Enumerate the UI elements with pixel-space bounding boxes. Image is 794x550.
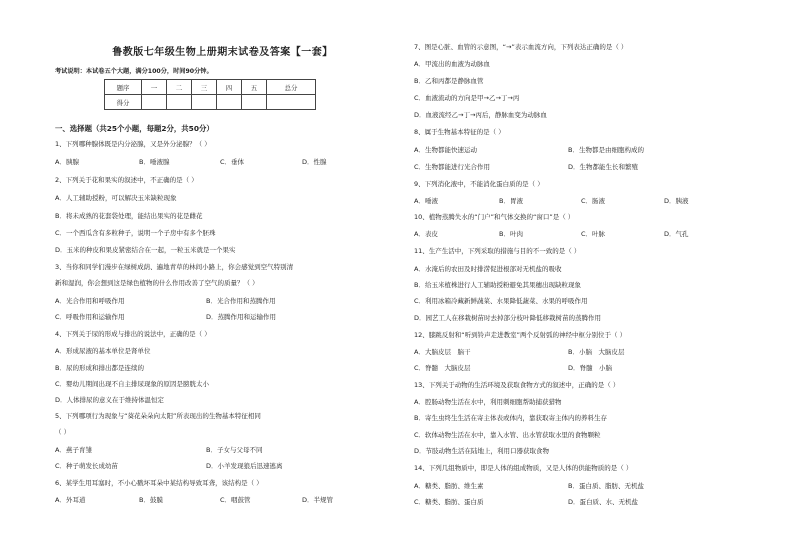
option: B．将未成熟的花套袋处理，能结出果实的花是雌花 <box>55 212 203 220</box>
option: D．半规管 <box>302 496 334 504</box>
question-2: 2、下列关于花和果实的叙述中，不正确的是（ ） <box>55 176 198 184</box>
option: D．蛋白质、水、无机盐 <box>568 498 639 506</box>
question-13: 13、下列关于动物的生活环境及获取食物方式的叙述中，正确的是（ ） <box>414 381 620 389</box>
question-12: 12、膝跳反射和“听到铃声走进教室”两个反射弧的神经中枢分别位于（ ） <box>414 331 627 339</box>
score-cell <box>142 95 167 110</box>
option: B．给玉米植株进行人工辅助授粉避免其果穗出现缺粒现象 <box>414 281 581 289</box>
option: B．叶肉 <box>499 230 523 238</box>
option: A．胰腺 <box>55 158 79 166</box>
score-cell <box>242 95 267 110</box>
option: D．节肢动物生活在陆地上，利用口器获取食物 <box>414 447 550 455</box>
option: D．气孔 <box>664 230 689 238</box>
score-cell <box>217 95 242 110</box>
score-table-score-row <box>105 95 316 110</box>
option: C．婴幼儿期间出现不自主排尿现象的原因是膀胱太小 <box>55 380 210 388</box>
option: D．园艺工人在移栽树苗时去掉部分枝叶降低移栽树苗的蒸腾作用 <box>414 314 602 322</box>
option: D．小羊发现狼后迅速逃离 <box>206 462 283 470</box>
option: D．脊髓 小脑 <box>568 364 613 372</box>
option: D．性腺 <box>302 158 327 166</box>
option: A．光合作用和呼吸作用 <box>55 297 125 305</box>
option: C．生物都能进行光合作用 <box>414 163 491 171</box>
option: C．垂体 <box>220 158 245 166</box>
question-8: 8、属于生物基本特征的是（ ） <box>414 128 505 136</box>
option: C．种子萌发长成幼苗 <box>55 462 119 470</box>
question-7: 7、图是心脏、血管的示意图，“→”表示血流方向，下列表达正确的是（ ） <box>414 43 628 51</box>
score-cell: 四 <box>217 80 242 95</box>
option: C．一个西瓜含有多粒种子，说明一个子房中有多个胚珠 <box>55 229 216 237</box>
option: A．唾液 <box>414 197 438 205</box>
option: C．软体动物生活在水中，靠入水管、出水管获取水里的食物颗粒 <box>414 431 601 439</box>
score-cell: 题序 <box>105 80 142 95</box>
option: C．利用冰箱冷藏新鲜蔬菜、水果降低蔬菜、水果的呼吸作用 <box>414 297 588 305</box>
question-10: 10、植物蒸腾失水的“门户”和气体交换的“窗口”是（ ） <box>414 213 575 221</box>
option: C．糖类、脂肪、蛋白质 <box>414 498 484 506</box>
option: A．甲流出的血液为动脉血 <box>414 60 490 68</box>
question-5-cont: （ ） <box>55 428 71 436</box>
option: C．叶脉 <box>581 230 606 238</box>
option: C．血液流动的方向是甲→乙→丁→丙 <box>414 94 520 102</box>
option: B．尿的形成和排出都是连续的 <box>55 364 144 372</box>
question-3: 3、当你和同学们漫步在绿树成荫、遍地青草的林间小路上，你会感觉到空气特别清 <box>55 263 294 271</box>
option: B．寄生虫终生生活在寄主体表或体内，靠获取寄主体内的养料生存 <box>414 414 607 422</box>
option: B．乙和丙都是静脉血管 <box>414 77 484 85</box>
question-4: 4、下列关于尿的形成与排出的说法中，正确的是（ ） <box>55 330 211 338</box>
question-3-cont: 新和湿润，你会想到这是绿色植物的什么作用改善了空气的质量？（ ） <box>55 279 259 287</box>
score-table <box>104 79 316 110</box>
score-cell: 一 <box>142 80 167 95</box>
option: D．生物都能生长和繁殖 <box>568 163 639 171</box>
score-cell: 二 <box>167 80 192 95</box>
option: A．糖类、脂肪、维生素 <box>414 482 484 490</box>
option: A．人工辅助授粉，可以解决玉米缺粒现象 <box>55 194 177 202</box>
option: C．呼吸作用和运输作用 <box>55 313 125 321</box>
option: A．腔肠动物生活在水中，利用刺细胞帮助捕获猎物 <box>414 398 562 406</box>
question-14: 14、下列几组物质中，即是人体的组成物质，又是人体的供能物质的是（ ） <box>414 464 633 472</box>
option: D．玉米的种皮和果皮紧密结合在一起，一粒玉米就是一个果实 <box>55 246 236 254</box>
score-table-header-row <box>105 80 316 95</box>
exam-note: 考试说明：本试卷五个大题，满分100分，时间90分钟。 <box>55 68 213 75</box>
score-cell <box>267 95 316 110</box>
option: C．肠液 <box>581 197 606 205</box>
question-11: 11、生产生活中，下列采取的措施与目的不一致的是（ ） <box>414 247 581 255</box>
option: D．人体排尿的意义在于维持体温恒定 <box>55 396 165 404</box>
option: A．水淹后的农田及时排涝促进根部对无机盐的吸收 <box>414 265 562 273</box>
score-cell: 五 <box>242 80 267 95</box>
option: B．小脑 大脑皮层 <box>568 348 625 356</box>
option: A．形成尿液的基本单位是肾单位 <box>55 347 151 355</box>
option: D．血液流经乙→丁→丙后，静脉血变为动脉血 <box>414 111 547 119</box>
score-cell: 总分 <box>267 80 316 95</box>
option: A．表皮 <box>414 230 438 238</box>
option: C．咽鼓管 <box>220 496 251 504</box>
question-5: 5、下列哪项行为现象与“葵花朵朵向太阳”所表现出的生物基本特征相同 <box>55 412 261 420</box>
option: B．胃液 <box>499 197 523 205</box>
option: B．光合作用和蒸腾作用 <box>206 297 276 305</box>
section-title: 一、选择题（共25个小题，每题2分，共50分） <box>55 124 214 133</box>
option: C．脊髓 大脑皮层 <box>414 364 471 372</box>
option: D．胰液 <box>664 197 689 205</box>
option: A．燕子育雏 <box>55 446 92 454</box>
option: A．外耳道 <box>55 496 86 504</box>
score-cell <box>192 95 217 110</box>
option: D．蒸腾作用和运输作用 <box>206 313 277 321</box>
option: B．子女与父母不同 <box>206 446 263 454</box>
option: B．唾液腺 <box>139 158 170 166</box>
option: A．生物都能快速运动 <box>414 146 477 154</box>
question-6: 6、某学生用耳塞时，不小心戳坏耳朵中某结构导致耳聋，该结构是（ ） <box>55 479 263 487</box>
option: B．生物都是由细胞构成的 <box>568 146 644 154</box>
question-1: 1、下列哪种腺体既是内分泌腺，又是外分泌腺？（ ） <box>55 140 211 148</box>
score-cell: 得分 <box>105 95 142 110</box>
option: A．大脑皮层 脑干 <box>414 348 471 356</box>
question-9: 9、下列消化液中，不能消化蛋白质的是（ ） <box>414 180 544 188</box>
option: B．鼓膜 <box>139 496 163 504</box>
option: B．蛋白质、脂肪、无机盐 <box>568 482 644 490</box>
page-title: 鲁教版七年级生物上册期末试卷及答案【一套】 <box>112 47 333 58</box>
score-cell: 三 <box>192 80 217 95</box>
score-cell <box>167 95 192 110</box>
